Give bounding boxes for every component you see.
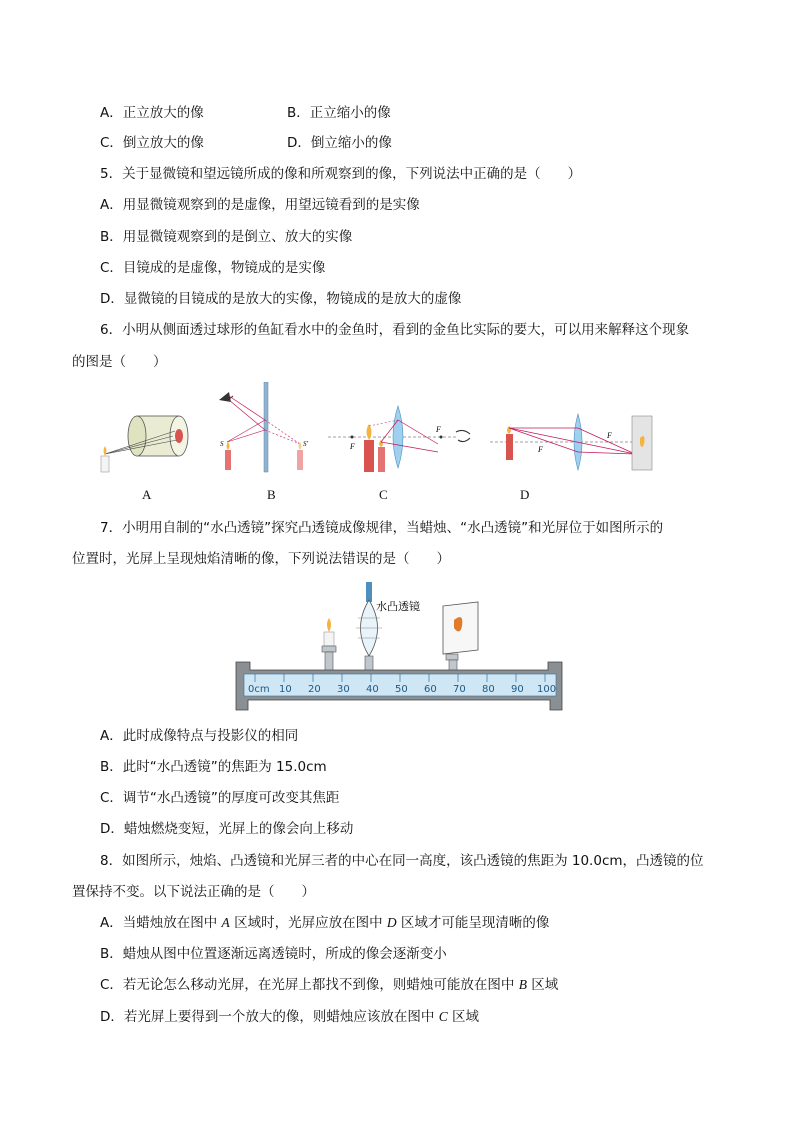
q8-option-c: C．若无论怎么移动光屏，在光屏上都找不到像，则蜡烛可能放在图中 B 区域: [100, 977, 559, 993]
ruler-tick-0: 0cm: [248, 684, 270, 695]
q5-option-c: C．目镜成的是虚像，物镜成的是实像: [100, 260, 326, 276]
ruler-tick-100: 100: [537, 684, 557, 695]
q8-stem-line2: 置保持不变。以下说法正确的是（ ）: [72, 884, 315, 900]
q7-option-a: A．此时成像特点与投影仪的相同: [100, 728, 299, 744]
q6-figure-label-a: A: [142, 487, 152, 502]
q8-option-d: D．若光屏上要得到一个放大的像，则蜡烛应该放在图中 C 区域: [100, 1009, 479, 1025]
q6-stem-line1: 6．小明从侧面透过球形的鱼缸看水中的金鱼时，看到的金鱼比实际的要大，可以用来解释这个现象: [100, 322, 690, 338]
q7-stem-line1: 7．小明用自制的“水凸透镜”探究凸透镜成像规律，当蜡烛、“水凸透镜”和光屏位于如图所示的: [100, 520, 664, 536]
q5-option-b: B．用显微镜观察到的是倒立、放大的实像: [100, 229, 353, 245]
q7-optical-bench: [228, 578, 578, 713]
q6-d-label-f-right: F: [607, 431, 612, 440]
ruler-tick-70: 70: [453, 684, 466, 695]
q6-d-label-f-left: F: [538, 445, 543, 454]
q6-figure-c: [328, 402, 478, 477]
ruler-tick-80: 80: [482, 684, 495, 695]
q8-stem-line1: 8．如图所示，烛焰、凸透镜和光屏三者的中心在同一高度，该凸透镜的焦距为 10.0cm，凸透镜的位: [100, 853, 704, 869]
q6-figure-a: [95, 398, 195, 478]
q6-b-label-s-prime: S': [303, 440, 308, 448]
q6-c-label-f-right: F: [436, 425, 441, 434]
q8-option-b: B．蜡烛从图中位置逐渐远离透镜时，所成的像会逐渐变小: [100, 946, 447, 962]
q7-stem-line2: 位置时，光屏上呈现烛焰清晰的像，下列说法错误的是（ ）: [72, 551, 450, 567]
q6-b-label-s: S: [220, 440, 224, 448]
q8-option-a: A．当蜡烛放在图中 A 区域时，光屏应放在图中 D 区域才可能呈现清晰的像: [100, 915, 550, 931]
q6-figure-label-d: D: [520, 487, 530, 502]
q4-option-b: B．正立缩小的像: [287, 105, 391, 121]
q6-c-label-f-left: F: [350, 442, 355, 451]
q7-lens-label: 水凸透镜: [376, 600, 420, 613]
ruler-tick-90: 90: [511, 684, 524, 695]
ruler-tick-20: 20: [308, 684, 321, 695]
ruler-tick-50: 50: [395, 684, 408, 695]
q7-option-c: C．调节“水凸透镜”的厚度可改变其焦距: [100, 790, 340, 806]
q4-option-c: C．倒立放大的像: [100, 135, 204, 151]
q5-option-d: D．显微镜的目镜成的是放大的实像，物镜成的是放大的虚像: [100, 291, 462, 307]
q6-figure-b: [215, 382, 315, 477]
q4-option-a: A．正立放大的像: [100, 105, 204, 121]
ruler-tick-40: 40: [366, 684, 379, 695]
ruler-tick-10: 10: [279, 684, 292, 695]
q6-stem-line2: 的图是（ ）: [72, 354, 167, 370]
q7-option-d: D．蜡烛燃烧变短，光屏上的像会向上移动: [100, 821, 354, 837]
q6-figure-d: [490, 412, 660, 474]
ruler-tick-30: 30: [337, 684, 350, 695]
q6-figure-label-b: B: [267, 487, 276, 502]
q7-option-b: B．此时“水凸透镜”的焦距为 15.0cm: [100, 759, 327, 775]
q5-option-a: A．用显微镜观察到的是虚像，用望远镜看到的是实像: [100, 197, 420, 213]
ruler-tick-60: 60: [424, 684, 437, 695]
q5-stem: 5．关于显微镜和望远镜所成的像和所观察到的像，下列说法中正确的是（ ）: [100, 166, 582, 182]
q6-figure-label-c: C: [379, 487, 388, 502]
q4-option-d: D．倒立缩小的像: [287, 135, 392, 151]
